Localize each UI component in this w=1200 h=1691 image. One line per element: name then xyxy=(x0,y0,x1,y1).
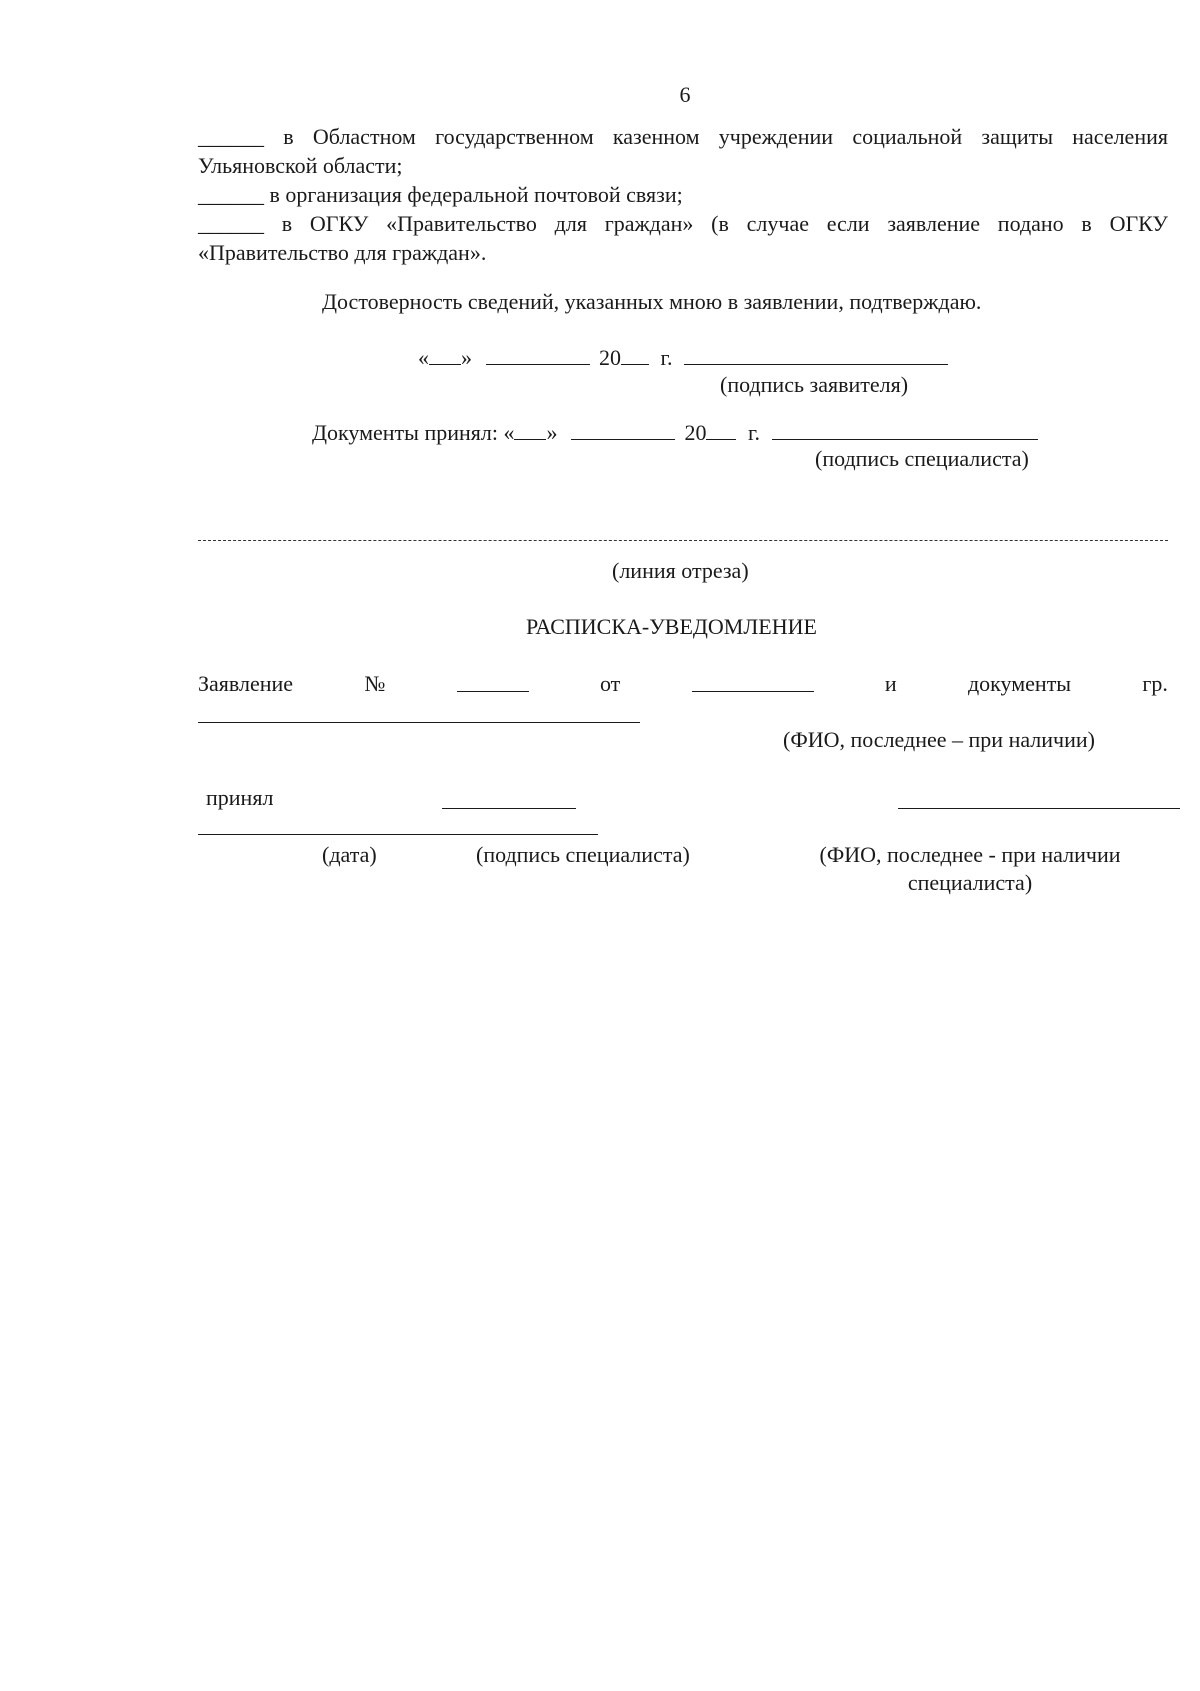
year-prefix: 20 xyxy=(684,420,707,445)
year-suffix: г. xyxy=(660,345,673,370)
page-number: 6 xyxy=(679,82,691,107)
word-and: и xyxy=(884,671,897,696)
receipt-title: РАСПИСКА-УВЕДОМЛЕНИЕ xyxy=(526,614,817,639)
option-ogku xyxy=(198,209,1168,267)
option-social-protection xyxy=(198,122,1168,180)
option-post-office xyxy=(198,180,1168,209)
applicant-signature-blank xyxy=(684,344,948,365)
option-text: в Областном государственном казенном учреждении социальной защиты населения Ульяновской области; xyxy=(198,124,1168,178)
accepted-date-line xyxy=(442,808,576,809)
accepted-by-label: принял xyxy=(206,785,274,810)
year-blank xyxy=(621,344,649,365)
applicant-signature-caption: (подпись заявителя) xyxy=(720,372,909,397)
confirmation-text: Достоверность сведений, указанных мною в заявлении, подтверждаю. xyxy=(322,289,982,314)
citizen-fio-line xyxy=(198,722,640,723)
option-text: в организация федеральной почтовой связи; xyxy=(264,182,683,207)
cut-line xyxy=(198,540,1168,541)
word-documents: документы xyxy=(967,671,1072,696)
receipt-statement-row xyxy=(198,671,1168,697)
specialist-signature-caption: (подпись специалиста) xyxy=(815,446,1029,471)
fio-specialist-caption-1: (ФИО, последнее - при наличии xyxy=(819,842,1121,867)
day-blank xyxy=(429,344,461,365)
fio-caption: (ФИО, последнее – при наличии) xyxy=(783,727,1095,752)
fio-specialist-caption-2: специалиста) xyxy=(907,870,1033,895)
year-prefix: 20 xyxy=(599,345,621,370)
year-suffix: г. xyxy=(747,420,761,445)
number-blank xyxy=(457,671,529,692)
day-blank xyxy=(514,419,546,440)
word-citizen: гр. xyxy=(1142,671,1168,696)
specialist-signature-blank xyxy=(772,419,1038,440)
specialist-signature-line xyxy=(198,834,598,835)
option-text: в ОГКУ «Правительство для граждан» (в случае если заявление подано в ОГКУ «Правительство для граждан». xyxy=(198,211,1168,265)
signature-caption: (подпись специалиста) xyxy=(476,842,690,867)
date-blank xyxy=(692,671,814,692)
year-blank xyxy=(706,419,736,440)
month-blank xyxy=(486,344,590,365)
cut-line-caption: (линия отреза) xyxy=(612,558,749,583)
word-from: от xyxy=(599,671,621,696)
option-blank: ______ xyxy=(198,211,264,236)
option-blank: ______ xyxy=(198,124,264,149)
open-quote: « xyxy=(418,345,429,370)
documents-accepted-line xyxy=(312,419,1038,446)
close-quote: » xyxy=(546,420,558,445)
close-quote: » xyxy=(461,345,472,370)
word-number-sign: № xyxy=(364,671,386,696)
accepted-label: Документы принял: « xyxy=(312,420,515,445)
date-caption: (дата) xyxy=(322,842,377,867)
applicant-date-line xyxy=(418,344,948,371)
word-statement: Заявление xyxy=(198,671,294,696)
option-blank: ______ xyxy=(198,182,264,207)
specialist-fio-line xyxy=(898,808,1180,809)
month-blank xyxy=(571,419,675,440)
